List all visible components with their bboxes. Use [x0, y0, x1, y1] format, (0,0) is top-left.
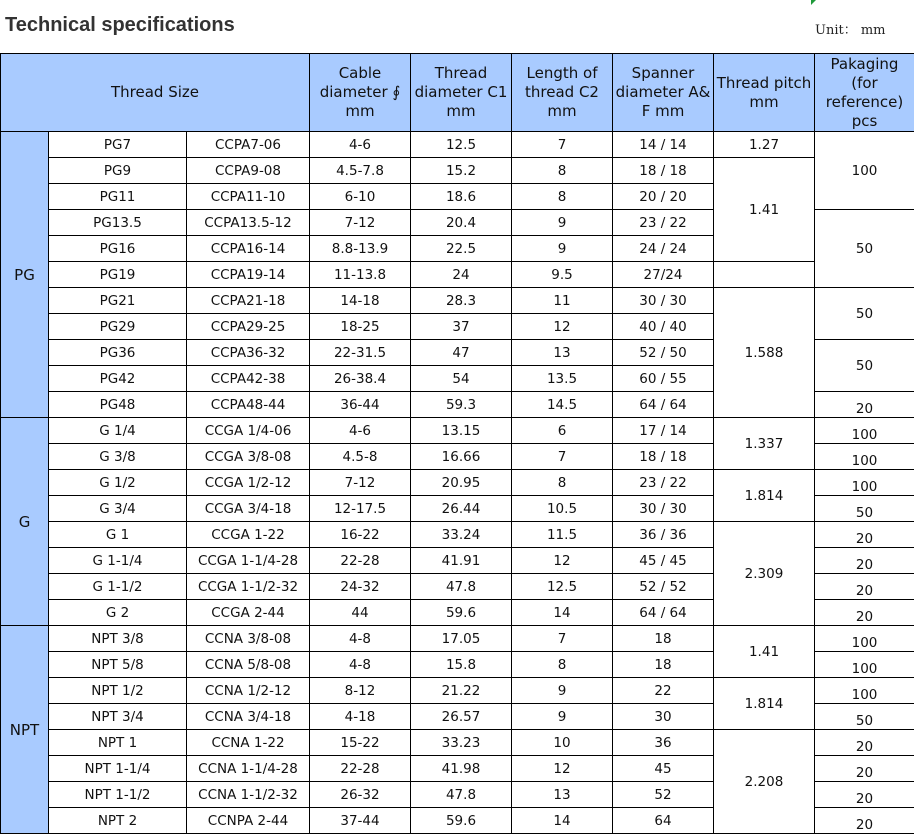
- thread-diameter: 13.15: [411, 418, 512, 444]
- thread-diameter: 47.8: [411, 782, 512, 808]
- thread-diameter: 15.8: [411, 652, 512, 678]
- spanner-size: 30 / 30: [613, 288, 714, 314]
- thread-diameter: 41.98: [411, 756, 512, 782]
- thread-length: 13: [512, 340, 613, 366]
- thread-size: NPT 1/2: [49, 678, 187, 704]
- thread-length: 10: [512, 730, 613, 756]
- thread-length: 8: [512, 158, 613, 184]
- packaging-value: 50: [855, 505, 874, 521]
- spanner-size: 30 / 30: [613, 496, 714, 522]
- packaging-value: 20: [855, 817, 874, 833]
- thread-size: G 1-1/2: [49, 574, 187, 600]
- thread-size: PG36: [49, 340, 187, 366]
- thread-pitch: 1.588: [714, 288, 815, 418]
- thread-diameter: 54: [411, 366, 512, 392]
- thread-length: 9.5: [512, 262, 613, 288]
- part-code: CCPA48-44: [187, 392, 310, 418]
- cable-diameter: 15-22: [310, 730, 411, 756]
- thread-diameter: 26.44: [411, 496, 512, 522]
- part-code: CCNA 1-1/2-32: [187, 782, 310, 808]
- thread-length: 12: [512, 548, 613, 574]
- cable-diameter: 24-32: [310, 574, 411, 600]
- table-row: [1, 158, 914, 184]
- cable-diameter: 7-12: [310, 210, 411, 236]
- packaging-qty: 50: [815, 210, 914, 288]
- thread-size: PG48: [49, 392, 187, 418]
- spanner-size: 24 / 24: [613, 236, 714, 262]
- packaging-value: 20: [855, 739, 874, 755]
- packaging-qty: [815, 600, 914, 626]
- thread-size: G 3/8: [49, 444, 187, 470]
- packaging-qty: [815, 626, 914, 652]
- part-code: CCPA11-10: [187, 184, 310, 210]
- spanner-size: 64 / 64: [613, 392, 714, 418]
- cable-diameter: 26-38.4: [310, 366, 411, 392]
- thread-size: G 3/4: [49, 496, 187, 522]
- thread-size: PG11: [49, 184, 187, 210]
- thread-length: 9: [512, 236, 613, 262]
- spanner-size: 22: [613, 678, 714, 704]
- thread-diameter: 20.4: [411, 210, 512, 236]
- spanner-size: 20 / 20: [613, 184, 714, 210]
- thread-length: 9: [512, 678, 613, 704]
- part-code: CCGA 1-1/2-32: [187, 574, 310, 600]
- thread-pitch: 1.814: [714, 470, 815, 522]
- thread-size: PG9: [49, 158, 187, 184]
- cable-diameter: 18-25: [310, 314, 411, 340]
- thread-size: PG29: [49, 314, 187, 340]
- part-code: CCPA19-14: [187, 262, 310, 288]
- thread-length: 9: [512, 704, 613, 730]
- group-npt: NPT: [1, 626, 49, 834]
- table-row: [1, 678, 914, 704]
- thread-diameter: 20.95: [411, 470, 512, 496]
- thread-pitch: 1.27: [714, 132, 815, 158]
- cable-diameter: 4-6: [310, 132, 411, 158]
- thread-diameter: 18.6: [411, 184, 512, 210]
- thread-pitch: 1.814: [714, 678, 815, 730]
- thread-length: 13.5: [512, 366, 613, 392]
- thread-pitch: 1.337: [714, 418, 815, 470]
- thread-diameter: 26.57: [411, 704, 512, 730]
- part-code: CCPA36-32: [187, 340, 310, 366]
- spanner-size: 14 / 14: [613, 132, 714, 158]
- part-code: CCGA 1-22: [187, 522, 310, 548]
- thread-length: 11.5: [512, 522, 613, 548]
- packaging-value: 20: [855, 765, 874, 781]
- thread-length: 8: [512, 652, 613, 678]
- thread-length: 7: [512, 444, 613, 470]
- part-code: CCNPA 2-44: [187, 808, 310, 834]
- spanner-size: 36 / 36: [613, 522, 714, 548]
- packaging-value: 100: [851, 453, 878, 469]
- cable-diameter: 8-12: [310, 678, 411, 704]
- part-code: CCGA 1/2-12: [187, 470, 310, 496]
- thread-size: PG42: [49, 366, 187, 392]
- cable-diameter: 4-18: [310, 704, 411, 730]
- spanner-size: 45 / 45: [613, 548, 714, 574]
- cable-diameter: 44: [310, 600, 411, 626]
- thread-pitch: 2.309: [714, 522, 815, 626]
- part-code: CCGA 1-1/4-28: [187, 548, 310, 574]
- packaging-qty: [815, 652, 914, 678]
- thread-size: PG13.5: [49, 210, 187, 236]
- packaging-qty: 50: [815, 288, 914, 340]
- cable-diameter: 14-18: [310, 288, 411, 314]
- cable-diameter: 7-12: [310, 470, 411, 496]
- thread-diameter: 15.2: [411, 158, 512, 184]
- spanner-size: 30: [613, 704, 714, 730]
- header-spanner: Spanner diameter A& F mm: [613, 54, 714, 132]
- header-thread-diameter: Thread diameter C1 mm: [411, 54, 512, 132]
- thread-size: G 2: [49, 600, 187, 626]
- thread-diameter: 37: [411, 314, 512, 340]
- header-pitch: Thread pitch mm: [714, 54, 815, 132]
- part-code: CCGA 1/4-06: [187, 418, 310, 444]
- thread-diameter: 22.5: [411, 236, 512, 262]
- spanner-size: 18 / 18: [613, 444, 714, 470]
- packaging-value: 20: [855, 791, 874, 807]
- thread-pitch: 2.208: [714, 730, 815, 834]
- table-row: [1, 132, 914, 158]
- spanner-size: 52 / 52: [613, 574, 714, 600]
- cable-diameter: 4.5-7.8: [310, 158, 411, 184]
- spanner-size: 23 / 22: [613, 210, 714, 236]
- thread-diameter: 28.3: [411, 288, 512, 314]
- packaging-value: 20: [855, 401, 874, 417]
- thread-diameter: 33.23: [411, 730, 512, 756]
- table-row: [1, 418, 914, 444]
- thread-length: 13: [512, 782, 613, 808]
- header-thread-size: Thread Size: [1, 54, 310, 132]
- packaging-qty: [815, 418, 914, 444]
- packaging-qty: [815, 574, 914, 600]
- header-thread-length: Length of thread C2 mm: [512, 54, 613, 132]
- thread-diameter: 12.5: [411, 132, 512, 158]
- cable-diameter: 4.5-8: [310, 444, 411, 470]
- thread-length: 7: [512, 132, 613, 158]
- thread-size: NPT 1-1/4: [49, 756, 187, 782]
- thread-size: NPT 1-1/2: [49, 782, 187, 808]
- cable-diameter: 16-22: [310, 522, 411, 548]
- thread-size: PG21: [49, 288, 187, 314]
- thread-length: 10.5: [512, 496, 613, 522]
- cable-diameter: 11-13.8: [310, 262, 411, 288]
- thread-diameter: 59.6: [411, 600, 512, 626]
- part-code: CCPA42-38: [187, 366, 310, 392]
- cable-diameter: 4-8: [310, 626, 411, 652]
- spanner-size: 18: [613, 652, 714, 678]
- part-code: CCPA7-06: [187, 132, 310, 158]
- table-row: [1, 288, 914, 314]
- title-bar: [0, 0, 914, 54]
- part-code: CCPA29-25: [187, 314, 310, 340]
- thread-length: 12: [512, 314, 613, 340]
- thread-diameter: 16.66: [411, 444, 512, 470]
- thread-length: 14: [512, 808, 613, 834]
- thread-size: PG7: [49, 132, 187, 158]
- part-code: CCNA 1-1/4-28: [187, 756, 310, 782]
- thread-diameter: 17.05: [411, 626, 512, 652]
- spanner-size: 64: [613, 808, 714, 834]
- thread-length: 12.5: [512, 574, 613, 600]
- thread-length: 14.5: [512, 392, 613, 418]
- cable-diameter: 4-8: [310, 652, 411, 678]
- cable-diameter: 12-17.5: [310, 496, 411, 522]
- spec-table: [0, 53, 914, 834]
- packaging-qty: [815, 470, 914, 496]
- packaging-qty: [815, 730, 914, 756]
- packaging-qty: [815, 808, 914, 834]
- packaging-qty: [815, 496, 914, 522]
- packaging-value: 20: [855, 531, 874, 547]
- part-code: CCNA 1-22: [187, 730, 310, 756]
- table-row: [1, 262, 914, 288]
- part-code: CCNA 5/8-08: [187, 652, 310, 678]
- packaging-qty: [815, 756, 914, 782]
- part-code: CCPA9-08: [187, 158, 310, 184]
- part-code: CCGA 2-44: [187, 600, 310, 626]
- thread-size: NPT 1: [49, 730, 187, 756]
- part-code: CCPA16-14: [187, 236, 310, 262]
- table-row: [1, 626, 914, 652]
- thread-diameter: 59.6: [411, 808, 512, 834]
- packaging-value: 100: [851, 661, 878, 677]
- packaging-qty: [815, 392, 914, 418]
- thread-size: G 1/2: [49, 470, 187, 496]
- spanner-size: 52 / 50: [613, 340, 714, 366]
- corner-mark: [811, 0, 816, 5]
- packaging-qty: [815, 678, 914, 704]
- thread-size: NPT 3/4: [49, 704, 187, 730]
- thread-size: PG19: [49, 262, 187, 288]
- part-code: CCPA13.5-12: [187, 210, 310, 236]
- packaging-value: 100: [851, 687, 878, 703]
- cable-diameter: 8.8-13.9: [310, 236, 411, 262]
- spanner-size: 27/24: [613, 262, 714, 288]
- packaging-qty: [815, 782, 914, 808]
- packaging-value: 20: [855, 583, 874, 599]
- packaging-qty: [815, 548, 914, 574]
- packaging-value: 100: [851, 635, 878, 651]
- thread-length: 12: [512, 756, 613, 782]
- thread-diameter: 24: [411, 262, 512, 288]
- cable-diameter: 22-28: [310, 548, 411, 574]
- thread-diameter: 41.91: [411, 548, 512, 574]
- cable-diameter: 26-32: [310, 782, 411, 808]
- thread-diameter: 47.8: [411, 574, 512, 600]
- cable-diameter: 4-6: [310, 418, 411, 444]
- spanner-size: 45: [613, 756, 714, 782]
- thread-length: 9: [512, 210, 613, 236]
- thread-size: NPT 5/8: [49, 652, 187, 678]
- thread-diameter: 21.22: [411, 678, 512, 704]
- group-g: G: [1, 418, 49, 626]
- cable-diameter: 6-10: [310, 184, 411, 210]
- thread-size: NPT 3/8: [49, 626, 187, 652]
- spanner-size: 60 / 55: [613, 366, 714, 392]
- spanner-size: 36: [613, 730, 714, 756]
- header-packaging: Pakaging (for reference) pcs: [815, 54, 914, 132]
- spanner-size: 23 / 22: [613, 470, 714, 496]
- thread-diameter: 33.24: [411, 522, 512, 548]
- part-code: CCNA 1/2-12: [187, 678, 310, 704]
- table-row: [1, 470, 914, 496]
- thread-length: 6: [512, 418, 613, 444]
- group-pg: PG: [1, 132, 49, 418]
- packaging-value: 20: [855, 557, 874, 573]
- thread-size: PG16: [49, 236, 187, 262]
- spanner-size: 52: [613, 782, 714, 808]
- thread-size: NPT 2: [49, 808, 187, 834]
- thread-pitch: [714, 262, 815, 288]
- part-code: CCNA 3/8-08: [187, 626, 310, 652]
- packaging-value: 20: [855, 609, 874, 625]
- packaging-value: 100: [851, 479, 878, 495]
- part-code: CCPA21-18: [187, 288, 310, 314]
- part-code: CCGA 3/4-18: [187, 496, 310, 522]
- spanner-size: 40 / 40: [613, 314, 714, 340]
- spanner-size: 64 / 64: [613, 600, 714, 626]
- spanner-size: 18: [613, 626, 714, 652]
- cable-diameter: 22-28: [310, 756, 411, 782]
- page-title: Technical specifications: [5, 14, 235, 36]
- thread-length: 14: [512, 600, 613, 626]
- packaging-qty: 100: [815, 132, 914, 210]
- header-row: [1, 54, 914, 132]
- packaging-value: 100: [851, 427, 878, 443]
- thread-diameter: 47: [411, 340, 512, 366]
- packaging-value: 50: [855, 713, 874, 729]
- thread-length: 11: [512, 288, 613, 314]
- packaging-qty: [815, 704, 914, 730]
- table-row: [1, 522, 914, 548]
- spanner-size: 18 / 18: [613, 158, 714, 184]
- thread-length: 7: [512, 626, 613, 652]
- thread-length: 8: [512, 470, 613, 496]
- table-row: [1, 730, 914, 756]
- header-cable-diameter: Cable diameter ∮ mm: [310, 54, 411, 132]
- cable-diameter: 37-44: [310, 808, 411, 834]
- thread-diameter: 59.3: [411, 392, 512, 418]
- packaging-qty: [815, 444, 914, 470]
- unit-label: Unit： mm: [815, 23, 886, 38]
- thread-pitch: 1.41: [714, 626, 815, 678]
- part-code: CCGA 3/8-08: [187, 444, 310, 470]
- cable-diameter: 36-44: [310, 392, 411, 418]
- packaging-qty: 50: [815, 340, 914, 392]
- thread-pitch: 1.41: [714, 158, 815, 262]
- part-code: CCNA 3/4-18: [187, 704, 310, 730]
- packaging-qty: [815, 522, 914, 548]
- spanner-size: 17 / 14: [613, 418, 714, 444]
- thread-length: 8: [512, 184, 613, 210]
- thread-size: G 1/4: [49, 418, 187, 444]
- thread-size: G 1-1/4: [49, 548, 187, 574]
- thread-size: G 1: [49, 522, 187, 548]
- cable-diameter: 22-31.5: [310, 340, 411, 366]
